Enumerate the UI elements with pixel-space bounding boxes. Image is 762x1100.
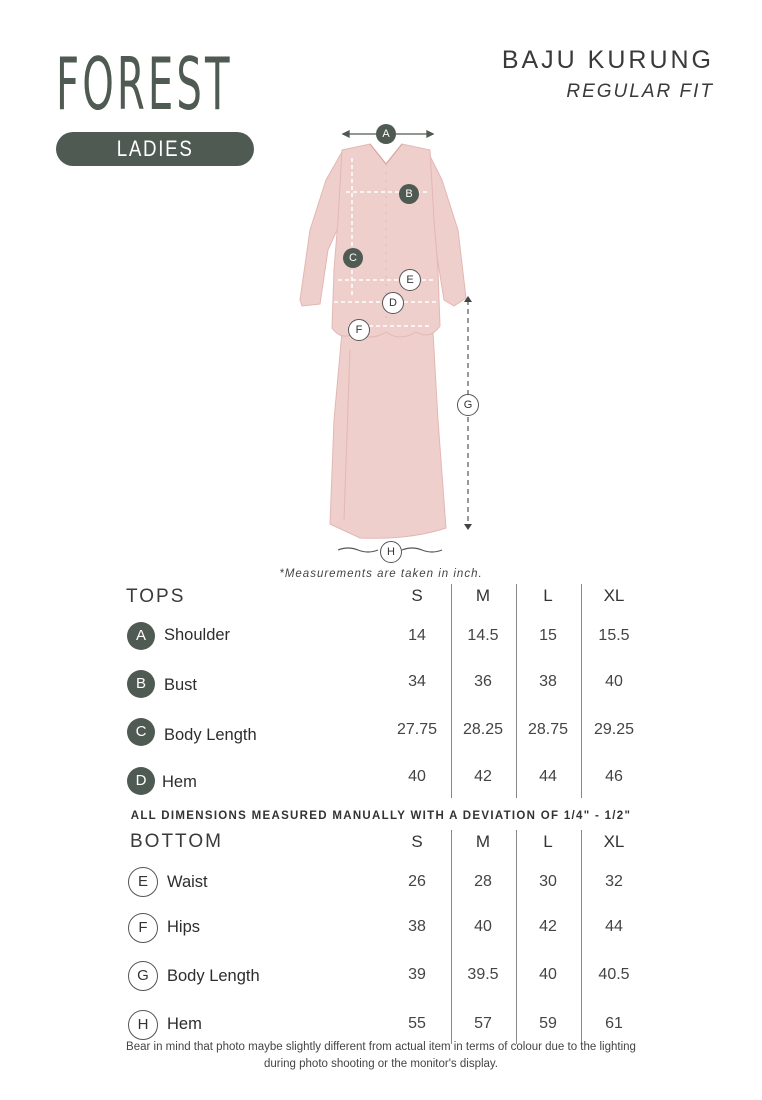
tops-divider-2 bbox=[516, 584, 517, 798]
cell-skirt-hem-m: 57 bbox=[474, 1015, 492, 1032]
cell-shoulder-s: 14 bbox=[408, 627, 426, 644]
disclaimer-line-1: Bear in mind that photo maybe slightly different from actual item in terms of colour due to the lighting bbox=[126, 1041, 636, 1053]
tops-size-l: L bbox=[543, 586, 553, 605]
product-name: BAJU KURUNG bbox=[501, 46, 714, 74]
cell-hem-m: 42 bbox=[474, 768, 492, 785]
cell-skirt-length-l: 40 bbox=[539, 966, 557, 983]
cell-bust-xl: 40 bbox=[605, 673, 623, 690]
cell-skirt-length-xl: 40.5 bbox=[598, 966, 630, 983]
cell-shoulder-l: 15 bbox=[539, 627, 557, 644]
product-header bbox=[502, 46, 714, 103]
row-label-skirt-hem: Hem bbox=[167, 1015, 202, 1033]
disclaimer-footer bbox=[60, 1039, 702, 1073]
cell-body-length-l: 28.75 bbox=[527, 721, 569, 738]
marker-a: A bbox=[376, 124, 396, 144]
tops-divider-1 bbox=[451, 584, 452, 798]
bottom-divider-1 bbox=[451, 830, 452, 1044]
code-g-badge: G bbox=[128, 961, 158, 991]
marker-h: H bbox=[380, 541, 402, 563]
cell-skirt-length-m: 39.5 bbox=[467, 966, 499, 983]
cell-skirt-hem-xl: 61 bbox=[605, 1015, 623, 1032]
cell-hips-xl: 44 bbox=[605, 918, 623, 935]
cell-hips-m: 40 bbox=[474, 918, 492, 935]
cell-waist-xl: 32 bbox=[605, 873, 623, 890]
cell-hem-l: 44 bbox=[539, 768, 557, 785]
bottom-size-s: S bbox=[411, 832, 423, 851]
bottom-size-m: M bbox=[475, 832, 491, 851]
bottom-size-xl: XL bbox=[603, 832, 625, 851]
dimension-note: ALL DIMENSIONS MEASURED MANUALLY WITH A DEVIATION OF 1/4" - 1/2" bbox=[130, 810, 632, 822]
cell-body-length-m: 28.25 bbox=[462, 721, 504, 738]
cell-waist-m: 28 bbox=[474, 873, 492, 890]
row-label-skirt-length: Body Length bbox=[167, 967, 260, 985]
marker-d: D bbox=[382, 292, 404, 314]
marker-g: G bbox=[457, 394, 479, 416]
product-fit: REGULAR FIT bbox=[566, 81, 714, 102]
row-label-bust: Bust bbox=[164, 676, 198, 694]
brand-logo bbox=[56, 42, 256, 161]
marker-f: F bbox=[348, 319, 370, 341]
row-label-waist: Waist bbox=[167, 873, 208, 891]
brand-line-pill bbox=[56, 132, 254, 166]
disclaimer-line-2: during photo shooting or the monitor's display. bbox=[263, 1058, 499, 1070]
code-h-badge: H bbox=[128, 1010, 158, 1040]
tops-title: TOPS bbox=[126, 586, 186, 607]
guide-h-left bbox=[338, 548, 378, 552]
cell-body-length-s: 27.75 bbox=[396, 721, 438, 738]
bottom-size-l: L bbox=[543, 832, 553, 851]
cell-hips-s: 38 bbox=[408, 918, 426, 935]
row-label-shoulder: Shoulder bbox=[164, 626, 231, 644]
bottom-title: BOTTOM bbox=[130, 831, 223, 852]
code-b-badge: B bbox=[127, 670, 155, 698]
cell-shoulder-m: 14.5 bbox=[467, 627, 499, 644]
cell-skirt-length-s: 39 bbox=[408, 966, 426, 983]
brand-name: FOREST bbox=[56, 42, 233, 126]
marker-c: C bbox=[343, 248, 363, 268]
cell-waist-l: 30 bbox=[539, 873, 557, 890]
tops-size-xl: XL bbox=[603, 586, 625, 605]
cell-bust-s: 34 bbox=[408, 673, 426, 690]
cell-bust-l: 38 bbox=[539, 673, 557, 690]
cell-waist-s: 26 bbox=[408, 873, 426, 890]
garment-illustration bbox=[290, 120, 490, 560]
row-label-hem: Hem bbox=[162, 773, 197, 791]
bottom-divider-3 bbox=[581, 830, 582, 1044]
cell-hips-l: 42 bbox=[539, 918, 557, 935]
marker-e: E bbox=[399, 269, 421, 291]
code-c-badge: C bbox=[127, 718, 155, 746]
row-label-hips: Hips bbox=[167, 918, 201, 936]
cell-hem-s: 40 bbox=[408, 768, 426, 785]
tops-divider-3 bbox=[581, 584, 582, 798]
cell-bust-m: 36 bbox=[474, 673, 492, 690]
brand-line-label: LADIES bbox=[116, 136, 194, 161]
bottom-divider-2 bbox=[516, 830, 517, 1044]
row-label-body-length: Body Length bbox=[164, 726, 257, 744]
measurement-note: *Measurements are taken in inch. bbox=[279, 568, 483, 580]
marker-b: B bbox=[399, 184, 419, 204]
tops-size-m: M bbox=[475, 586, 491, 605]
garment-diagram bbox=[290, 120, 490, 560]
code-f-badge: F bbox=[128, 913, 158, 943]
cell-shoulder-xl: 15.5 bbox=[598, 627, 630, 644]
cell-skirt-hem-s: 55 bbox=[408, 1015, 426, 1032]
code-a-badge: A bbox=[127, 622, 155, 650]
code-e-badge: E bbox=[128, 867, 158, 897]
tops-size-s: S bbox=[411, 586, 423, 605]
cell-skirt-hem-l: 59 bbox=[539, 1015, 557, 1032]
cell-body-length-xl: 29.25 bbox=[593, 721, 635, 738]
guide-h-right bbox=[402, 548, 442, 552]
cell-hem-xl: 46 bbox=[605, 768, 623, 785]
code-d-badge: D bbox=[127, 767, 155, 795]
